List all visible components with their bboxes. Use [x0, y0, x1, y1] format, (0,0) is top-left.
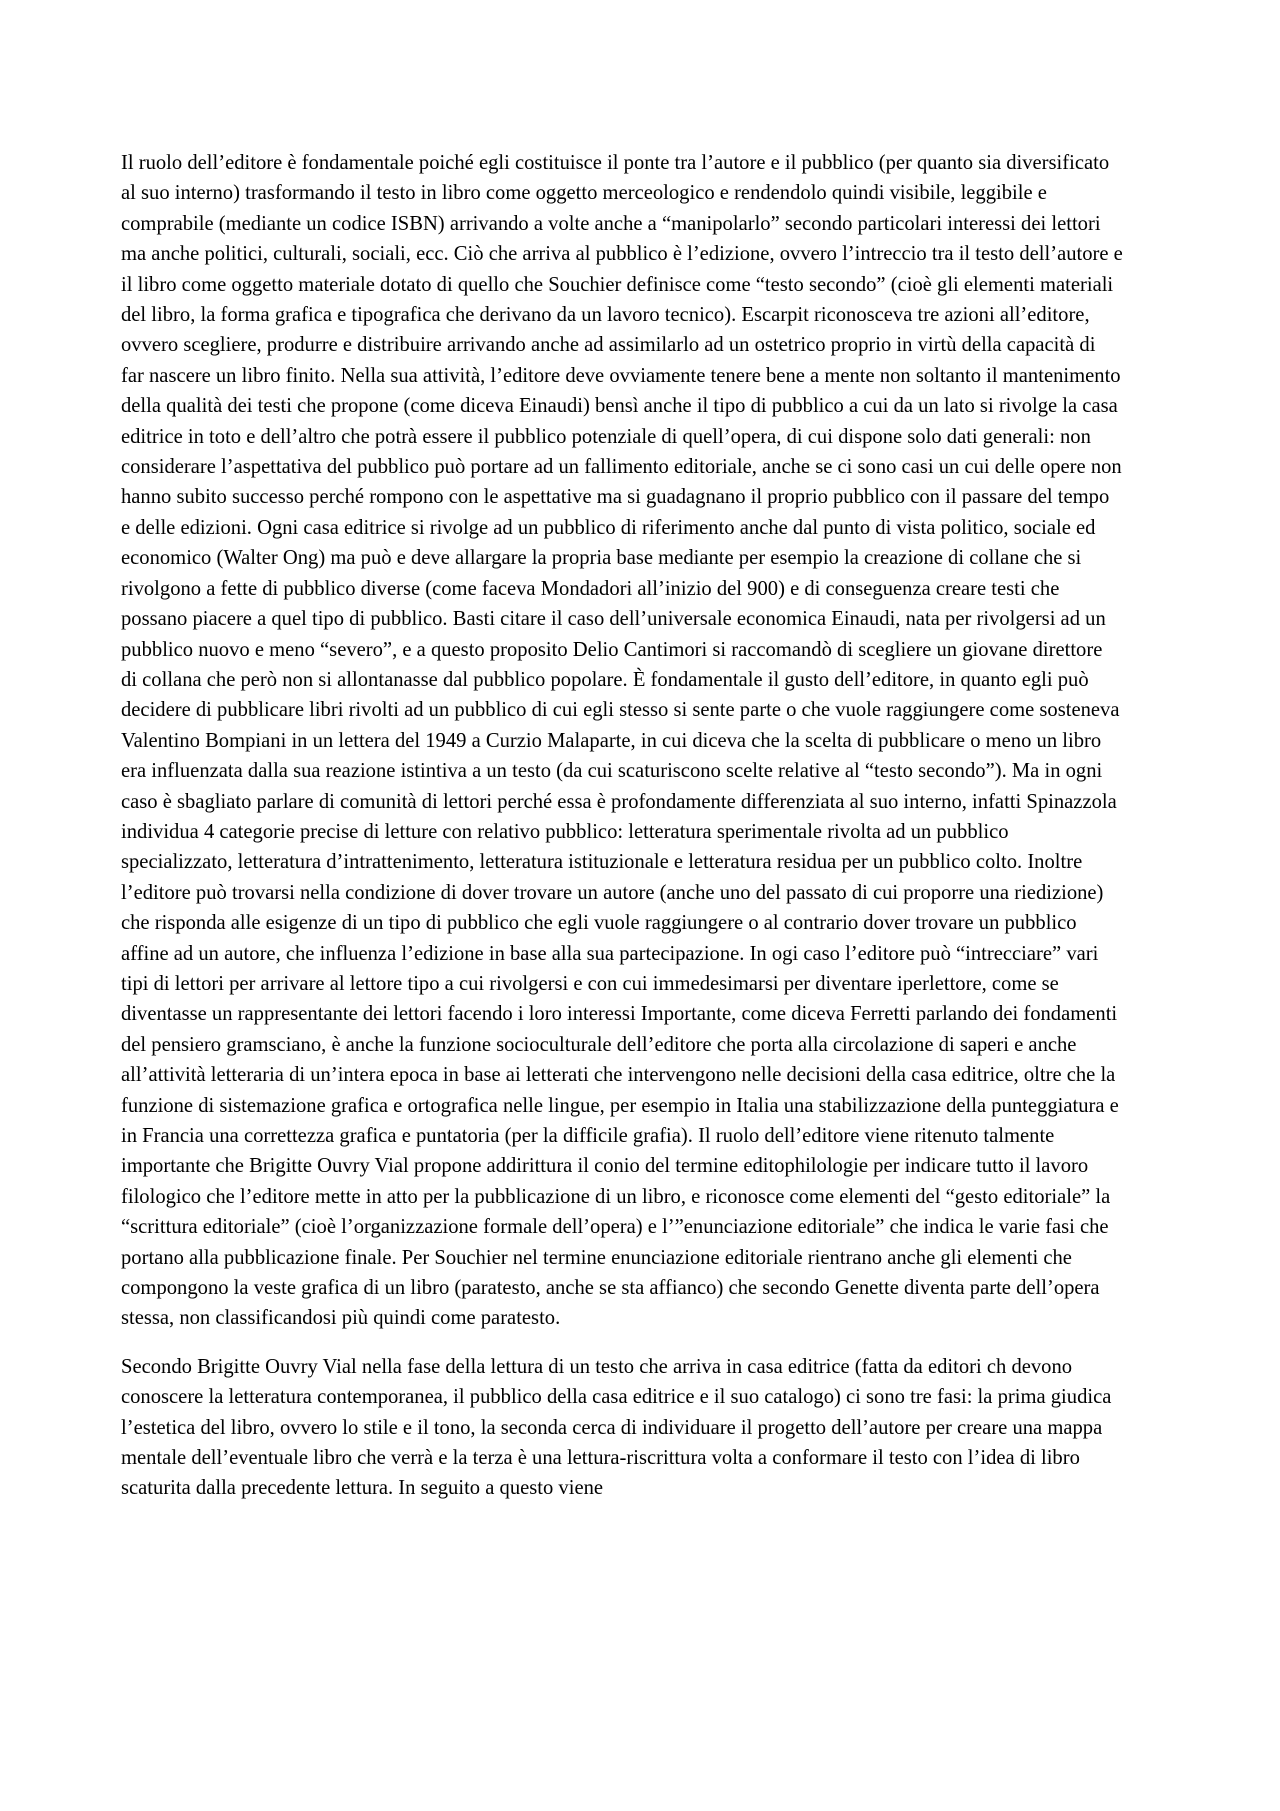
paragraph-editore-ruolo: Il ruolo dell’editore è fondamentale poiché egli costituisce il ponte tra l’autore e il pubblico (per quanto sia diversificato al suo interno) trasformando il testo in libro come oggetto merceologico e rendendolo quindi visibile, leggibile e comprabile (mediante un codice ISBN) arrivando a volte anche a “manipolarlo” secondo particolari interessi dei lettori ma anche politici, culturali, sociali, ecc. Ciò che arriva al pubblico è l’edizione, ovvero l’intreccio tra il testo dell’autore e il libro come oggetto materiale dotato di quello che Souchier definisce come “testo secondo” (cioè gli elementi materiali del libro, la forma grafica e tipografica che derivano da un lavoro tecnico). Escarpit riconosceva tre azioni all’editore, ovvero scegliere, produrre e distribuire arrivando anche ad assimilarlo ad un ostetrico proprio in virtù della capacità di far nascere un libro finito. Nella sua attività, l’editore deve ovviamente tenere bene a mente non soltanto il mantenimento della qualità dei testi che propone (come diceva Einaudi) bensì anche il tipo di pubblico a cui da un lato si rivolge la casa editrice in toto e dell’altro che potrà essere il pubblico potenziale di quell’opera, di cui dispone solo dati generali: non considerare l’aspettativa del pubblico può portare ad un fallimento editoriale, anche se ci sono casi un cui delle opere non hanno subito successo perché rompono con le aspettative ma si guadagnano il proprio pubblico con il passare del tempo e delle edizioni. Ogni casa editrice si rivolge ad un pubblico di riferimento anche dal punto di vista politico, sociale ed economico (Walter Ong) ma può e deve allargare la propria base mediante per esempio la creazione di collane che si rivolgono a fette di pubblico diverse (come faceva Mondadori all’inizio del 900) e di conseguenza creare testi che possano piacere a quel tipo di pubblico. Basti citare il caso dell’universale economica Einaudi, nata per rivolgersi ad un pubblico nuovo e meno “severo”, e a questo proposito Delio Cantimori si raccomandò di scegliere un giovane direttore di collana che però non si allontanasse dal pubblico popolare. È fondamentale il gusto dell’editore, in quanto egli può decidere di pubblicare libri rivolti ad un pubblico di cui egli stesso si sente parte o che vuole raggiungere come sosteneva Valentino Bompiani in un lettera del 1949 a Curzio Malaparte, in cui diceva che la scelta di pubblicare o meno un libro era influenzata dalla sua reazione istintiva a un testo (da cui scaturiscono scelte relative al “testo secondo”). Ma in ogni caso è sbagliato parlare di comunità di lettori perché essa è profondamente differenziata al suo interno, infatti Spinazzola individua 4 categorie precise di letture con relativo pubblico: letteratura sperimentale rivolta ad un pubblico specializzato, letteratura d’intrattenimento, letteratura istituzionale e letteratura residua per un pubblico colto. Inoltre l’editore può trovarsi nella condizione di dover trovare un autore (anche uno del passato di cui proporre una riedizione) che risponda alle esigenze di un tipo di pubblico che egli vuole raggiungere o al contrario dover trovare un pubblico affine ad un autore, che influenza l’edizione in base alla sua partecipazione. In ogi caso l’editore può “intrecciare” vari tipi di lettori per arrivare al lettore tipo a cui rivolgersi e con cui immedesimarsi per diventare iperlettore, come se diventasse un rappresentante dei lettori facendo i loro interessi Importante, come diceva Ferretti parlando dei fondamenti del pensiero gramsciano, è anche la funzione socioculturale dell’editore che porta alla circolazione di saperi e anche all’attività letteraria di un’intera epoca in base ai letterati che intervengono nelle decisioni della casa editrice, oltre che la funzione di sistemazione grafica e ortografica nelle lingue, per esempio in Italia una stabilizzazione della punteggiatura e in Francia una correttezza grafica e puntatoria (per la difficile grafia). Il ruolo dell’editore viene ritenuto talmente importante che Brigitte Ouvry Vial propone addirittura il conio del termine editophilologie per indicare tutto il lavoro filologico che l’editore mette in atto per la pubblicazione di un libro, e riconosce come elementi del “gesto editoriale” la “scrittura editoriale” (cioè l’organizzazione formale dell’opera) e l’”enunciazione editoriale” che indica le varie fasi che portano alla pubblicazione finale. Per Souchier nel termine enunciazione editoriale rientrano anche gli elementi che compongono la veste grafica di un libro (paratesto, anche se sta affianco) che secondo Genette diventa parte dell’opera stessa, non classificandosi più quindi come paratesto.: [121, 152, 1123, 1330]
paragraph-lettura-fasi: Secondo Brigitte Ouvry Vial nella fase della lettura di un testo che arriva in casa editrice (fatta da editori ch devono conoscere la letteratura contemporanea, il pubblico della casa editrice e il suo catalogo) ci sono tre fasi: la prima giudica l’estetica del libro, ovvero lo stile e il tono, la seconda cerca di individuare il progetto dell’autore per creare una mappa mentale dell’eventuale libro che verrà e la terza è una lettura-riscrittura volta a conformare il testo con l’idea di libro scaturita dalla precedente lettura. In seguito a questo viene: [121, 1355, 1112, 1500]
body-text: [121, 148, 1123, 1522]
